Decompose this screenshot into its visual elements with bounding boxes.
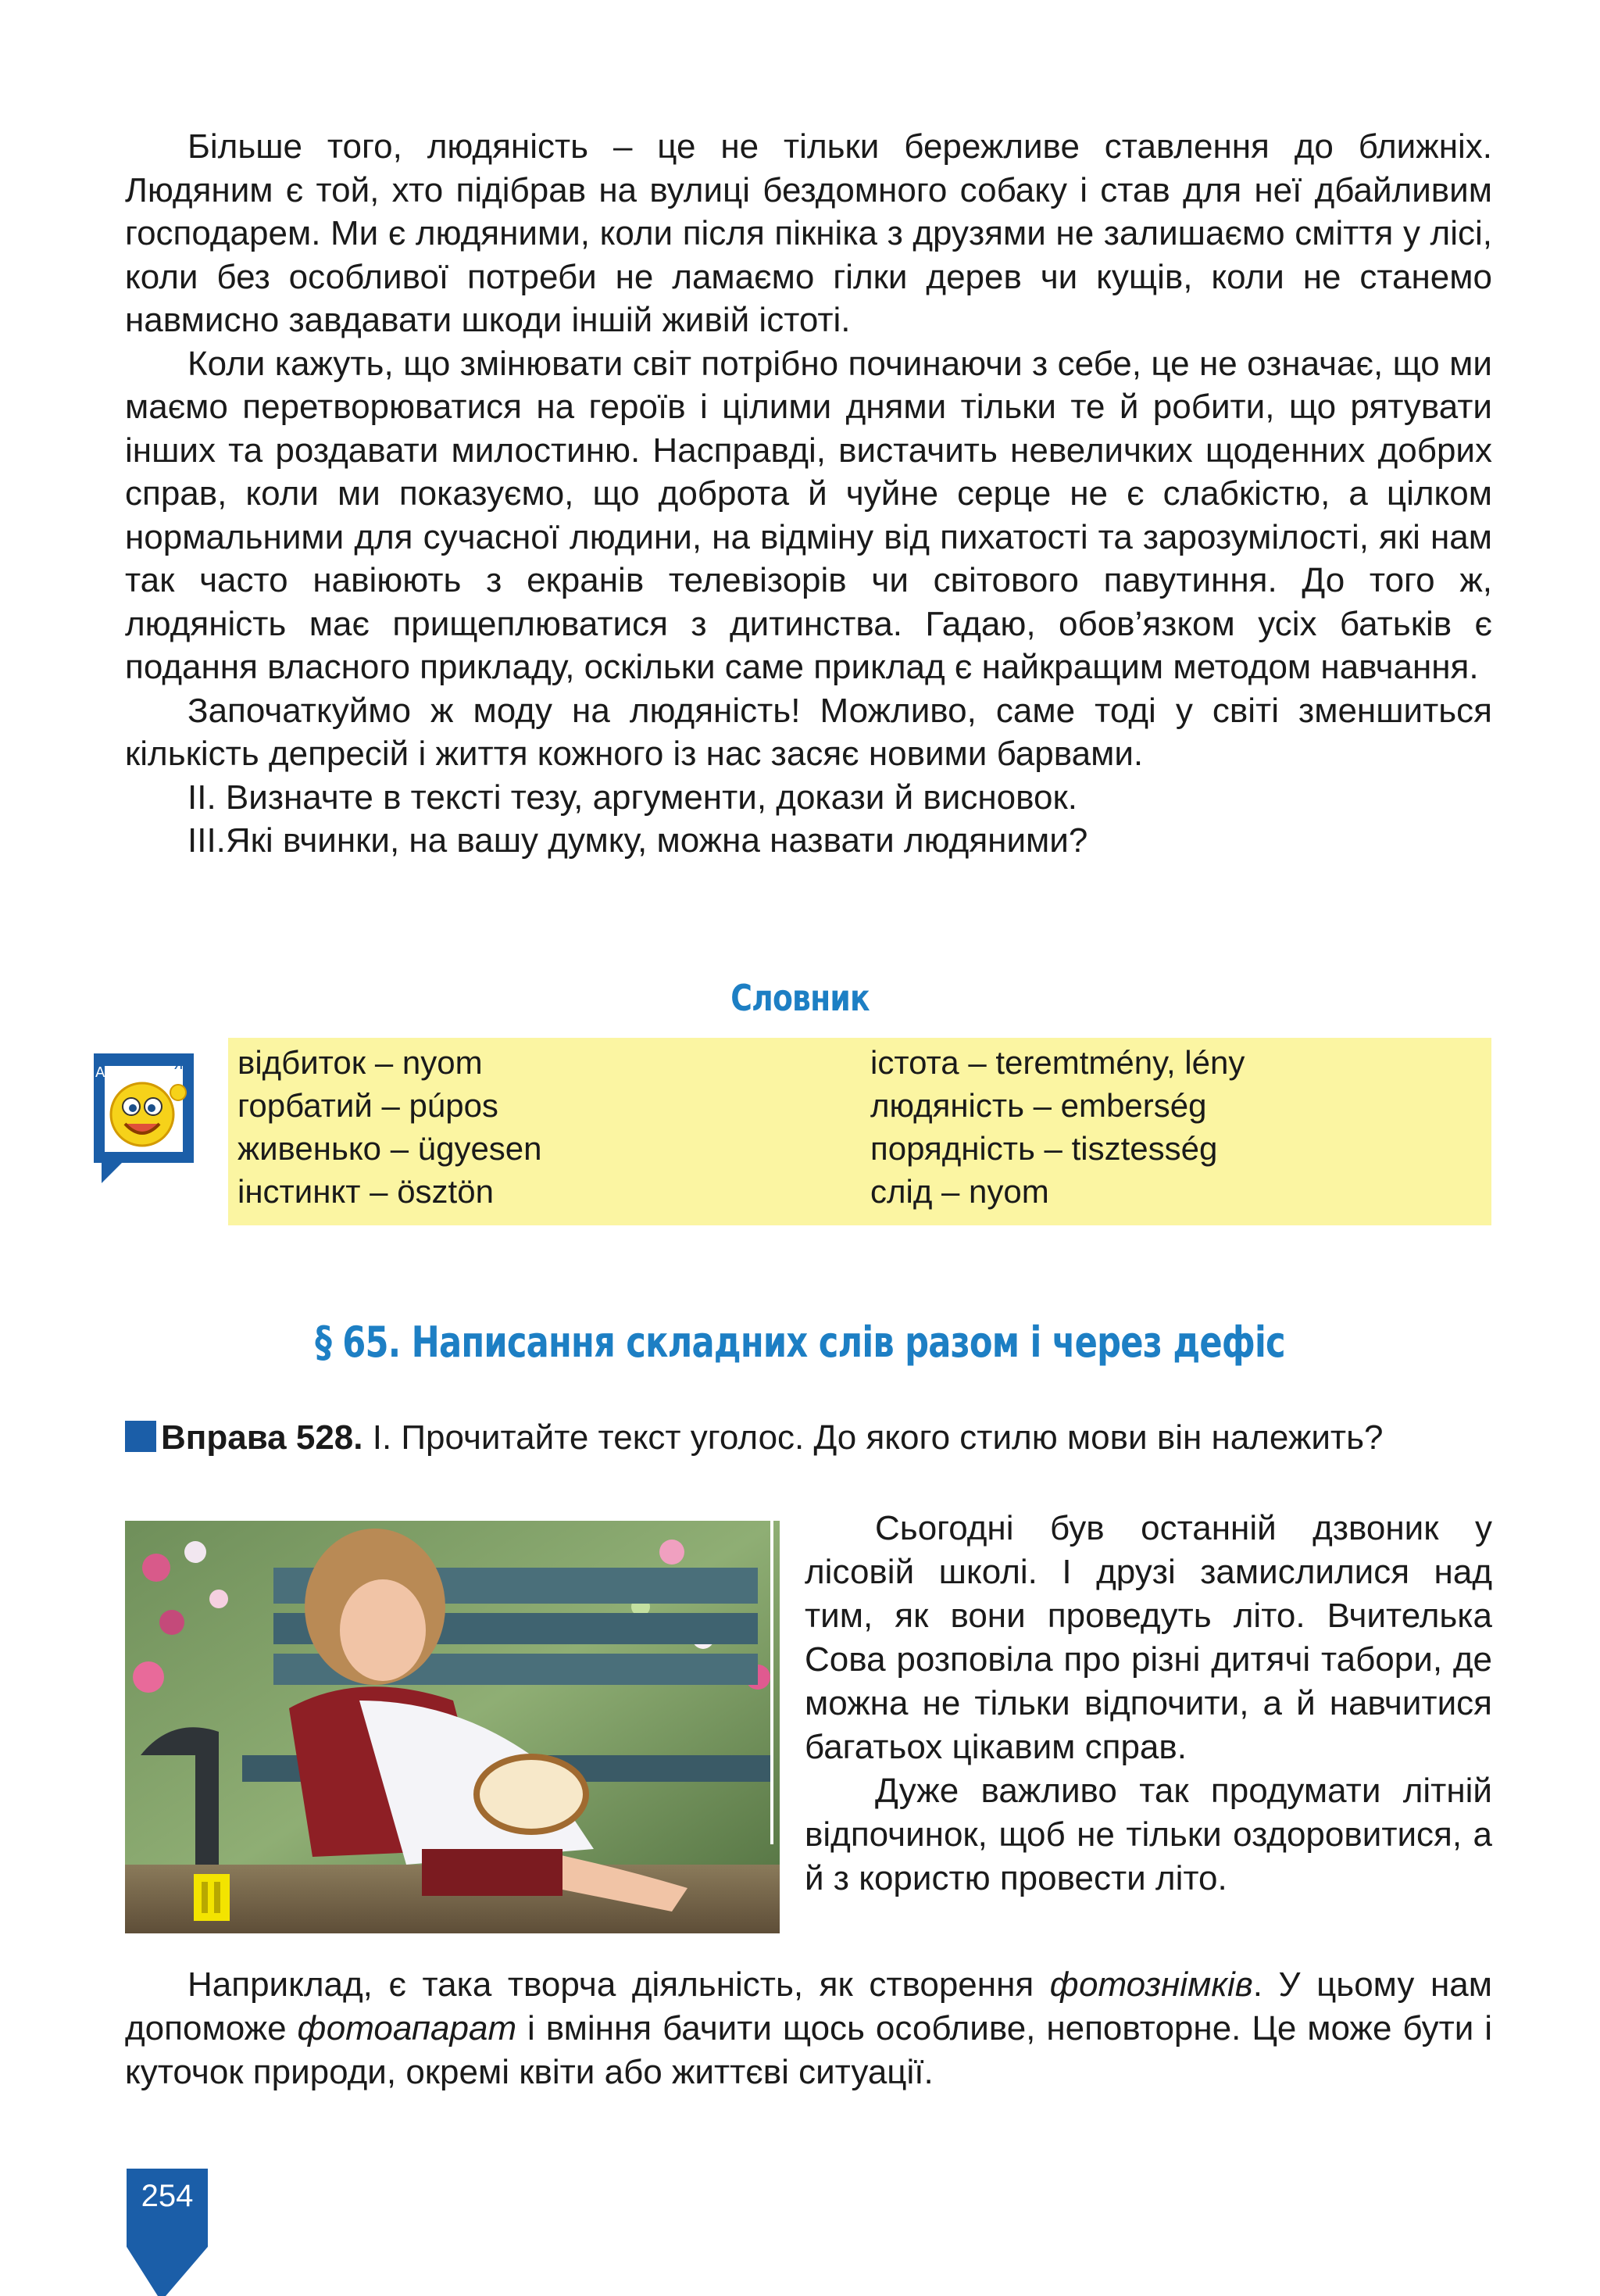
exercise-header xyxy=(125,1416,1492,1460)
bottom-text xyxy=(125,1963,1492,2094)
dictionary-box xyxy=(228,1038,1491,1225)
paragraph: Сьогодні був останній дзвоник у лісовій школі. І друзі замислилися над тим, як вони проведуть літо. Вчителька Сова розповіла про різні дитячі табори, де можна не тільки відпочити, а й навчитися багатьох цікавим справ. xyxy=(805,1509,1492,1766)
dictionary-title: Словник xyxy=(730,977,870,1019)
text-segment: і вміння бачити щось особливе, неповторне. Це може бути і куточок природи, окремі квіти або життєві ситуації. xyxy=(125,2009,1493,2091)
dictionary-entry: людяність – emberség xyxy=(870,1087,1207,1124)
task-iii: III.Які вчинки, на вашу думку, можна назвати людяними? xyxy=(188,821,1088,860)
main-text xyxy=(125,125,1492,863)
exercise-label: Вправа 528. xyxy=(161,1418,363,1457)
paragraph: Започаткуймо ж моду на людяність! Можливо, саме тоді у світі зменшиться кількість депресій і життя кожного із нас засяє новими барвами. xyxy=(125,691,1492,773)
page-number: 254 xyxy=(141,2179,194,2213)
dictionary-entry: слід – nyom xyxy=(870,1173,1049,1210)
dictionary-column-right xyxy=(870,1041,1245,1213)
dictionary-entry: істота – teremtmény, lény xyxy=(870,1044,1245,1081)
dictionary-entry: горбатий – púpos xyxy=(238,1087,498,1124)
dictionary-entry: відбиток – nyom xyxy=(238,1044,483,1081)
dictionary-column-left xyxy=(238,1041,542,1213)
icon-letter-a: А xyxy=(95,1064,105,1081)
illustration-frame xyxy=(195,1516,773,1844)
section-title: § 65. Написання складних слів разом і через дефіс xyxy=(315,1318,1285,1367)
paragraph xyxy=(125,1963,1492,2094)
dictionary-entry: живенько – ügyesen xyxy=(238,1130,542,1167)
paragraph: Більше того, людяність – це не тільки бережливе ставлення до ближніх. Людяним є той, хто підібрав на вулиці бездомного собаку і став для неї дбайливим господарем. Ми є людяними, коли після пікніка з друзями не залишаємо сміття у лісі, коли без особливої потреби не ламаємо гілки дерев чи кущів, коли не станемо навмисно завдавати шкоди іншій живій істоті. xyxy=(125,127,1492,339)
exercise-marker-icon xyxy=(125,1421,156,1452)
italic-term: фотознімків xyxy=(1049,1965,1253,2004)
dictionary-entry: інстинкт – ösztön xyxy=(238,1173,494,1210)
text-segment: . У цьому нам допоможе xyxy=(125,1965,1492,2047)
icon-letter-ya: Я xyxy=(173,1057,184,1073)
task-ii: II. Визначте в тексті тезу, аргументи, докази й висновок. xyxy=(188,778,1077,817)
italic-term: фотоапарат xyxy=(297,2009,517,2047)
exercise-instruction: І. Прочитайте текст уголос. До якого стилю мови він належить? xyxy=(362,1418,1384,1457)
dictionary-icon xyxy=(86,1046,203,1186)
paragraph: Дуже важливо так продумати літній відпочинок, щоб не тільки оздоровитися, а й з користю провести літо. xyxy=(805,1772,1492,1897)
text-segment: Наприклад, є така творча діяльність, як створення xyxy=(188,1965,1050,2004)
story-text xyxy=(805,1507,1492,1901)
dictionary-entry: порядність – tisztesség xyxy=(870,1130,1218,1167)
paragraph: Коли кажуть, що змінювати світ потрібно починаючи з себе, це не означає, що ми маємо перетворюватися на героїв і цілими днями тільки те й робити, що рятувати інших та роздавати милостиню. Насправді, вистачить невеличких щоденних добрих справ, коли ми показуємо, що доброта й чуйне серце не є слабкістю, а цілком нормальними для сучасної людини, на відміну від пихатості та зарозумілості, які нам так часто навіюють з екранів телевізорів чи світового павутиння. До того ж, людяність має прищеплюватися з дитинства. Гадаю, обов’язком усіх батьків є подання власного прикладу, оскільки саме приклад є найкращим методом навчання. xyxy=(125,344,1492,686)
